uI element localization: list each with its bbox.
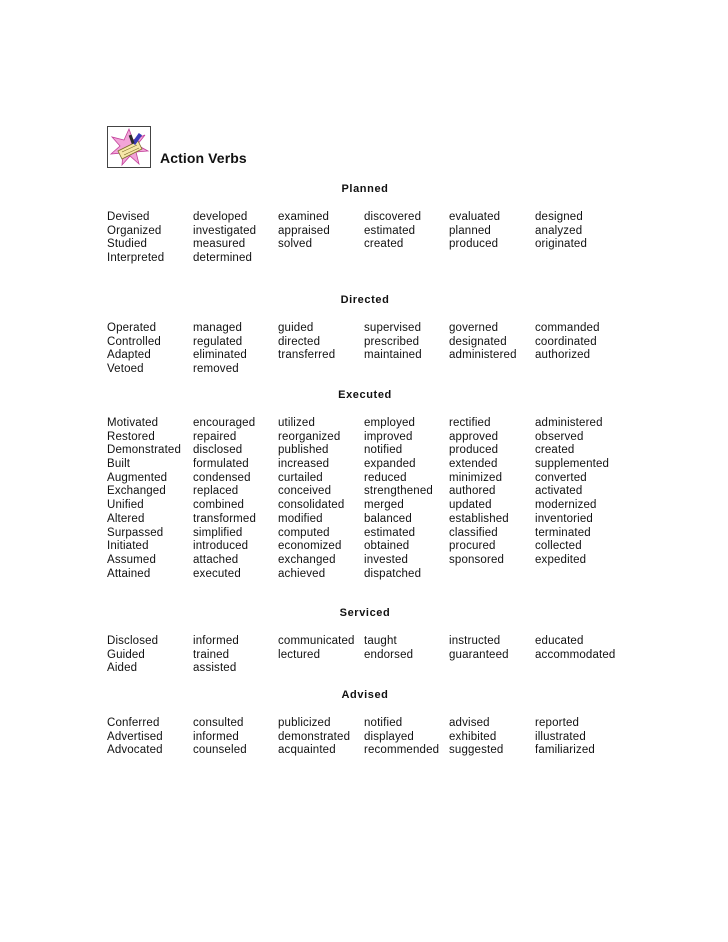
verb-cell: terminated [535, 526, 591, 539]
verb-cell: inventoried [535, 512, 593, 525]
verb-cell: modernized [535, 499, 597, 512]
verb-cell: approved [449, 430, 499, 443]
verb-cell: endorsed [364, 648, 414, 661]
verb-cell: Surpassed [107, 526, 164, 539]
verb-cell: solved [278, 238, 313, 251]
verb-cell: analyzed [535, 224, 583, 237]
section-title: Planned [341, 183, 389, 195]
verb-cell: Guided [107, 648, 145, 661]
verb-cell: trained [193, 648, 230, 661]
verb-cell: Interpreted [107, 252, 165, 265]
verb-cell: examined [278, 211, 330, 223]
verb-cell: authorized [535, 349, 591, 362]
verb-cell: acquainted [278, 744, 336, 757]
verb-cell: strengthened [364, 485, 433, 498]
verb-cell: guaranteed [449, 648, 509, 661]
logo [107, 126, 151, 168]
verb-cell: balanced [364, 512, 412, 525]
verb-cell: maintained [364, 349, 422, 362]
verb-cell: counseled [193, 744, 247, 757]
verb-cell: produced [449, 238, 499, 251]
verb-cell: modified [278, 512, 323, 525]
verb-cell: sponsored [449, 553, 505, 566]
verb-cell: Built [107, 458, 131, 471]
verb-cell: displayed [364, 730, 414, 743]
verb-cell: employed [364, 417, 416, 429]
verb-cell: computed [278, 526, 330, 539]
verb-cell: Unified [107, 499, 144, 512]
verb-cell: taught [364, 635, 397, 647]
verb-cell: informed [193, 730, 239, 743]
verb-cell: simplified [193, 526, 243, 539]
verb-cell: administered [535, 417, 603, 429]
verb-cell: Motivated [107, 417, 159, 429]
verb-cell: regulated [193, 335, 243, 348]
verb-cell: increased [278, 458, 330, 471]
verb-cell: utilized [278, 417, 315, 429]
verb-cell: directed [278, 335, 321, 348]
verb-cell: Demonstrated [107, 444, 182, 457]
verb-cell: economized [278, 540, 342, 553]
verb-cell: evaluated [449, 211, 501, 223]
verb-cell: Augmented [107, 471, 168, 484]
verb-cell: originated [535, 238, 588, 251]
verb-cell: formulated [193, 458, 249, 471]
verb-cell: published [278, 444, 329, 457]
verb-cell: classified [449, 526, 498, 539]
verb-cell: supervised [364, 322, 422, 334]
verb-cell: procured [449, 540, 496, 553]
star-sign-icon [108, 127, 150, 167]
verb-cell: Exchanged [107, 485, 166, 498]
verb-cell: attached [193, 553, 239, 566]
verb-cell: curtailed [278, 471, 323, 484]
verb-cell: produced [449, 444, 499, 457]
verb-cell: administered [449, 349, 517, 362]
verb-cell: reorganized [278, 430, 341, 443]
section-title: Advised [341, 689, 389, 701]
verb-cell: communicated [278, 635, 355, 647]
section-title: Serviced [339, 607, 391, 619]
verb-cell: invested [364, 553, 409, 566]
page-title: Action Verbs [160, 150, 247, 166]
verb-cell: executed [193, 567, 241, 580]
verb-cell: Advertised [107, 730, 163, 743]
verb-cell: investigated [193, 224, 257, 237]
verb-cell: informed [193, 635, 239, 647]
verb-cell: Operated [107, 322, 157, 334]
verb-cell: Initiated [107, 540, 149, 553]
verb-cell: replaced [193, 485, 239, 498]
verb-cell: Assumed [107, 553, 156, 566]
verb-cell: minimized [449, 471, 503, 484]
section-title: Executed [338, 389, 392, 401]
verb-cell: extended [449, 458, 498, 471]
verb-cell: familiarized [535, 744, 595, 757]
verb-cell: reduced [364, 471, 407, 484]
verb-cell: observed [535, 430, 584, 443]
verb-cell: coordinated [535, 335, 597, 348]
verb-cell: publicized [278, 717, 331, 729]
verb-cell: expanded [364, 458, 416, 471]
verb-cell: notified [364, 717, 403, 729]
verb-cell: created [364, 238, 404, 251]
verb-cell: activated [535, 485, 583, 498]
verb-cell: Restored [107, 430, 155, 443]
verb-cell: reported [535, 717, 580, 729]
verb-cell: repaired [193, 430, 237, 443]
verb-cell: exhibited [449, 730, 497, 743]
verb-cell: estimated [364, 526, 416, 539]
verb-cell: transferred [278, 349, 336, 362]
verb-cell: obtained [364, 540, 410, 553]
verb-cell: exchanged [278, 553, 336, 566]
verb-cell: consolidated [278, 499, 345, 512]
verb-cell: transformed [193, 512, 257, 525]
verb-cell: disclosed [193, 444, 243, 457]
verb-cell: merged [364, 499, 404, 512]
verb-cell: notified [364, 444, 403, 457]
verb-cell: developed [193, 211, 248, 223]
verb-cell: lectured [278, 648, 321, 661]
verb-cell: conceived [278, 485, 332, 498]
verb-cell: instructed [449, 635, 501, 647]
verb-cell: Advocated [107, 744, 163, 757]
verb-cell: suggested [449, 744, 504, 757]
section-title: Directed [340, 294, 390, 306]
verb-cell: condensed [193, 471, 251, 484]
verb-cell: illustrated [535, 730, 586, 743]
verb-cell: introduced [193, 540, 249, 553]
verb-cell: rectified [449, 417, 491, 429]
verb-cell: authored [449, 485, 496, 498]
verb-cell: determined [193, 252, 253, 265]
verb-cell: prescribed [364, 335, 420, 348]
verb-cell: Vetoed [107, 363, 144, 376]
verb-cell: encouraged [193, 417, 256, 429]
verb-cell: Altered [107, 512, 145, 525]
verb-cell: advised [449, 717, 490, 729]
verb-cell: Adapted [107, 349, 151, 362]
verb-cell: supplemented [535, 458, 610, 471]
verb-cell: demonstrated [278, 730, 351, 743]
verb-cell: converted [535, 471, 587, 484]
verb-cell: consulted [193, 717, 244, 729]
verb-cell: improved [364, 430, 413, 443]
verb-cell: established [449, 512, 509, 525]
verb-cell: created [535, 444, 575, 457]
verb-cell: Studied [107, 238, 148, 251]
verb-cell: discovered [364, 211, 422, 223]
verb-cell: managed [193, 322, 243, 334]
verb-cell: designated [449, 335, 507, 348]
verb-cell: combined [193, 499, 245, 512]
verb-cell: guided [278, 322, 314, 334]
verb-cell: collected [535, 540, 582, 553]
verb-cell: Devised [107, 211, 150, 223]
verb-cell: achieved [278, 567, 326, 580]
verb-cell: governed [449, 322, 499, 334]
verb-cell: Conferred [107, 717, 160, 729]
verb-cell: appraised [278, 224, 330, 237]
verb-cell: eliminated [193, 349, 247, 362]
verb-cell: assisted [193, 662, 237, 675]
verb-cell: educated [535, 635, 584, 647]
verb-cell: Attained [107, 567, 151, 580]
verb-cell: designed [535, 211, 583, 223]
verb-cell: planned [449, 224, 491, 237]
verb-cell: updated [449, 499, 492, 512]
verb-cell: Disclosed [107, 635, 159, 647]
verb-cell: Controlled [107, 335, 161, 348]
verb-cell: Aided [107, 662, 138, 675]
verb-cell: removed [193, 363, 239, 376]
verb-cell: measured [193, 238, 246, 251]
verb-cell: dispatched [364, 567, 422, 580]
verb-cell: accommodated [535, 648, 616, 661]
verb-cell: estimated [364, 224, 416, 237]
verb-cell: expedited [535, 553, 587, 566]
verb-cell: commanded [535, 322, 600, 334]
verb-cell: recommended [364, 744, 440, 757]
verb-cell: Organized [107, 224, 162, 237]
